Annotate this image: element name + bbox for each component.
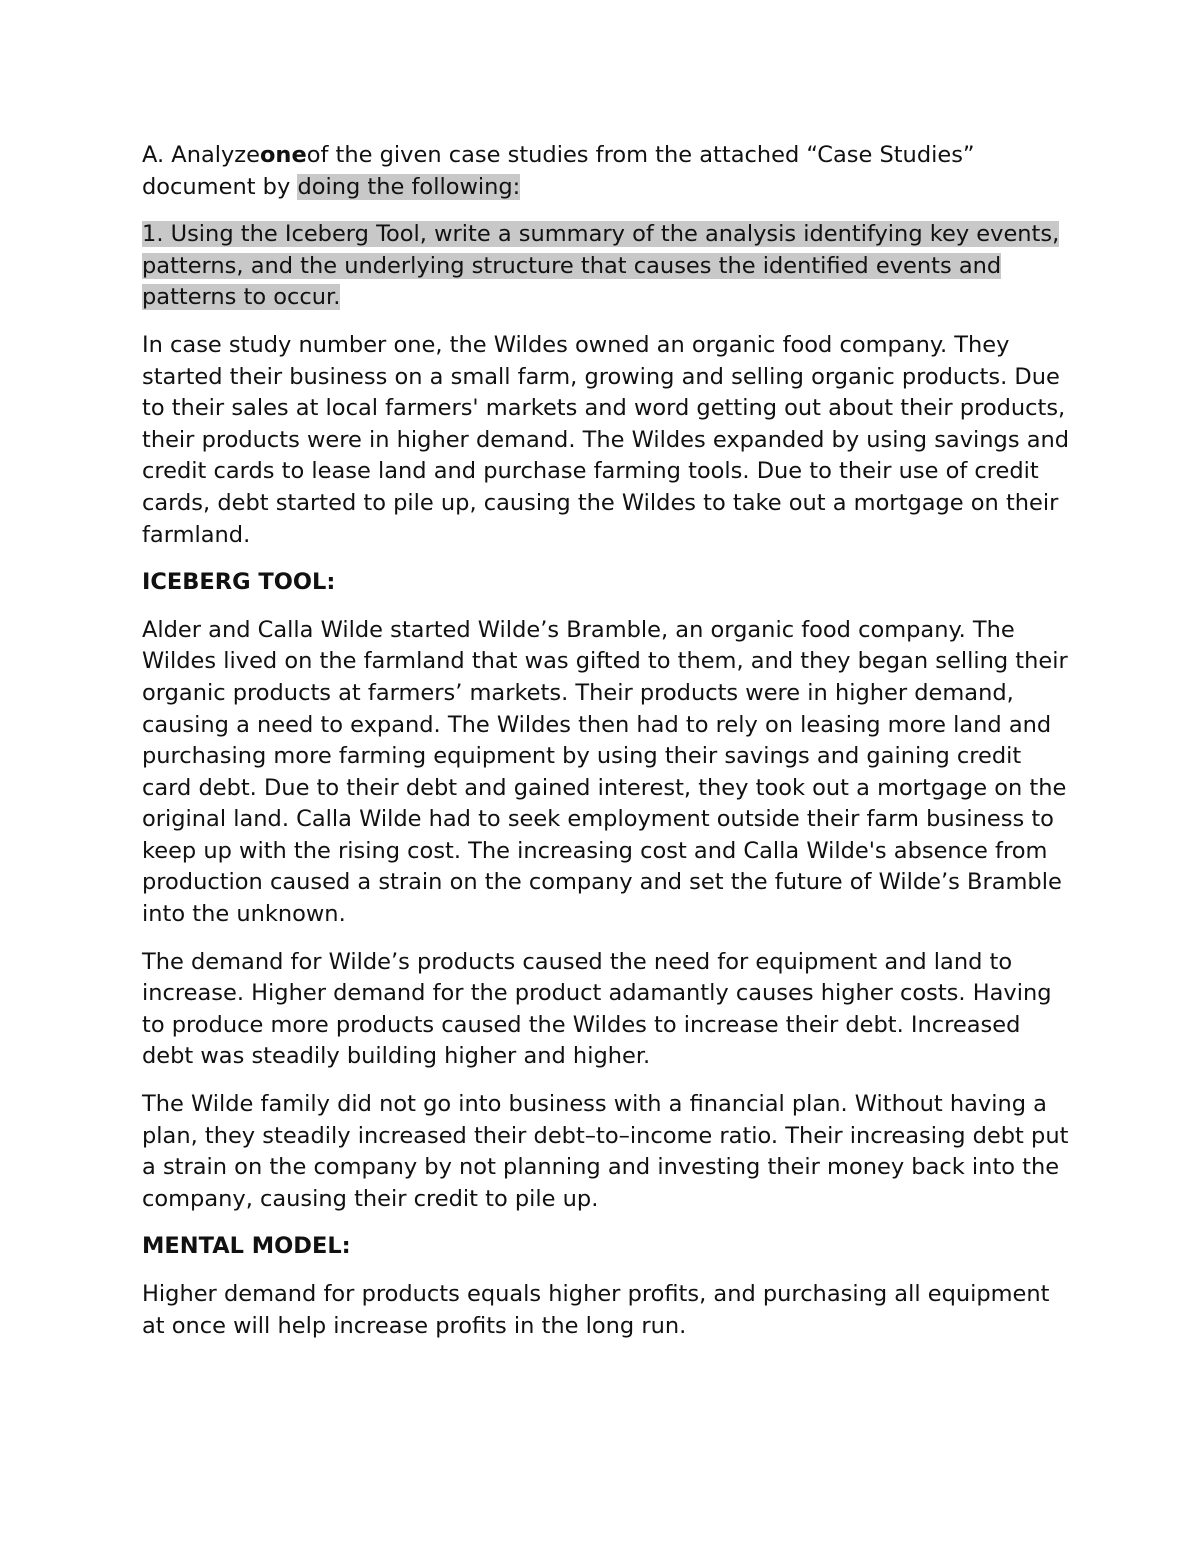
mental-model-paragraph: Higher demand for products equals higher profits, and purchasing all equipment at once will help increase profits in the long run. — [142, 1281, 1050, 1339]
intro-paragraph: In case study number one, the Wildes owned an organic food company. They started their business on a small farm, growing and selling organic products. Due to their sales at local farmers' markets and word getting out about their products, their products were in higher demand. The Wildes expanded by using savings and credit cards to lease land and purchase farming tools. Due to their use of credit cards, debt started to pile up, causing the Wildes to take out a mortgage on their farmland. — [142, 331, 1070, 548]
iceberg-paragraph-patterns: The demand for Wilde’s products caused the need for equipment and land to increase. Higher demand for the product adamantly causes higher costs. Having to produce more products caused the Wildes to increase their debt. Increased debt was steadily building higher and higher. — [142, 948, 1052, 1070]
prompt-highlight: doing the following: — [297, 173, 521, 200]
task-instruction — [142, 219, 1072, 314]
document-page — [142, 140, 1072, 1358]
task-highlight: 1. Using the Iceberg Tool, write a summary of the analysis identifying key events, patterns, and the underlying structure that causes the identified events and patterns to occur. — [142, 221, 1060, 311]
iceberg-paragraph-structure: The Wilde family did not go into business with a financial plan. Without having a plan, they steadily increased their debt–to–income ratio. Their increasing debt put a strain on the company by not planning and investing their money back into the company, causing their credit to pile up. — [142, 1091, 1069, 1212]
assignment-prompt — [142, 140, 1072, 203]
mental-model-heading: MENTAL MODEL: — [142, 1233, 351, 1260]
prompt-bold-word: one — [259, 142, 307, 168]
iceberg-heading: ICEBERG TOOL: — [142, 569, 336, 596]
prompt-middle: of the given case studies from the attached “Case Studies” document by — [142, 142, 975, 200]
iceberg-paragraph-events: Alder and Calla Wilde started Wilde’s Bramble, an organic food company. The Wildes lived on the farmland that was gifted to them, and they began selling their organic products at farmers’ markets. Their products were in higher demand, causing a need to expand. The Wildes then had to rely on leasing more land and purchasing more farming equipment by using their savings and gaining credit card debt. Due to their debt and gained interest, they took out a mortgage on the original land. Calla Wilde had to seek employment outside their farm business to keep up with the rising cost. The increasing cost and Calla Wilde's absence from production caused a strain on the company and set the future of Wilde’s Bramble into the unknown. — [142, 616, 1068, 928]
prompt-prefix: A. Analyze — [142, 142, 260, 168]
